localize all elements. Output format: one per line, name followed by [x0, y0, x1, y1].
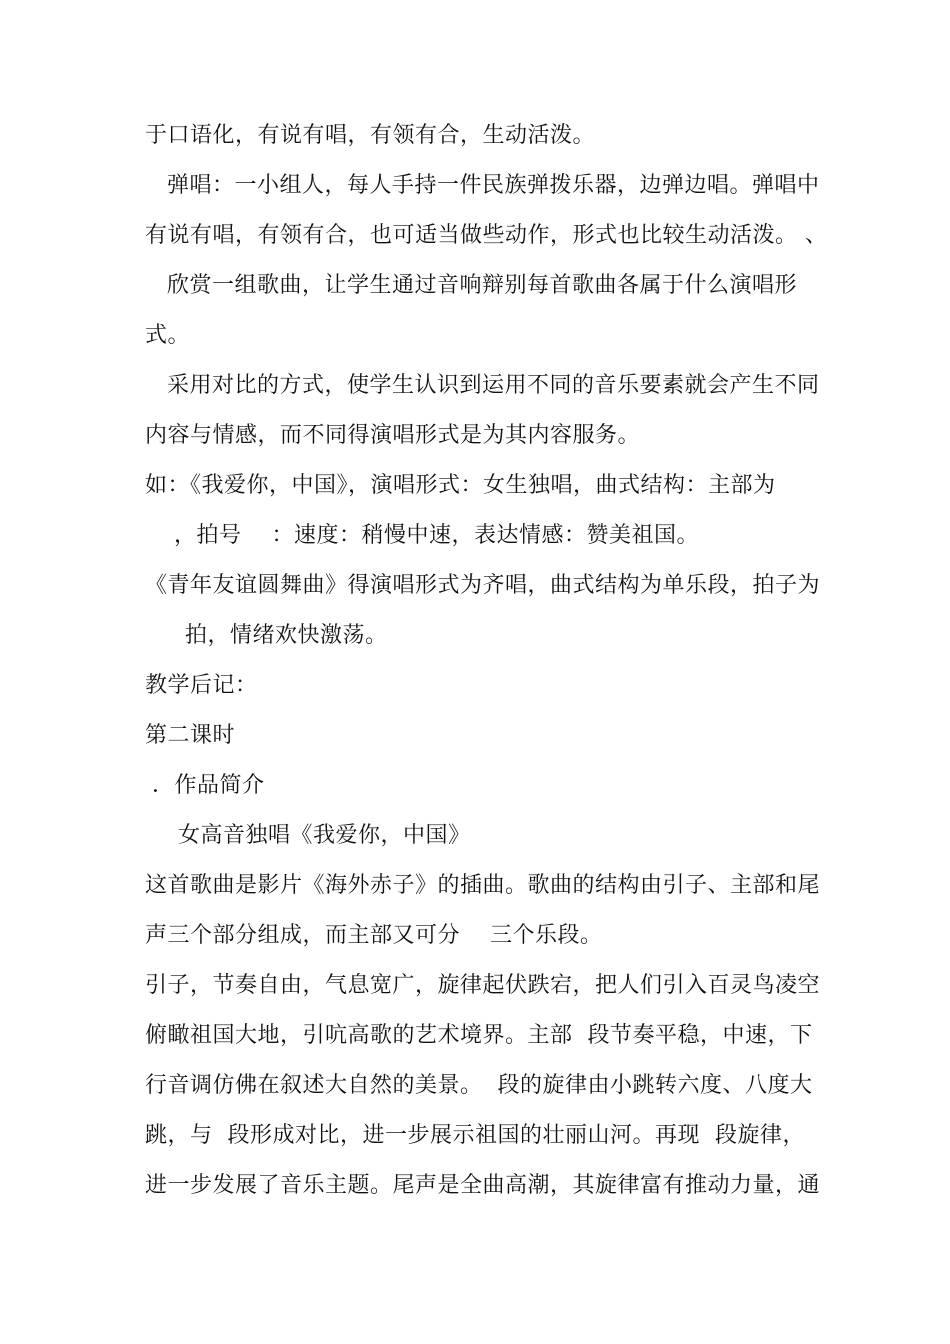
text-line: 式。 [145, 323, 191, 348]
text-line: 这首歌曲是影片《海外赤子》的插曲。歌曲的结构由引子、主部和尾 [145, 873, 821, 898]
text-line: ，拍号 ：速度：稍慢中速，表达情感：赞美祖国。 [174, 523, 699, 548]
text-line: 引子，节奏自由，气息宽广，旋律起伏跌宕，把人们引入百灵鸟凌空 [145, 973, 821, 998]
text-line: 内容与情感，而不同得演唱形式是为其内容服务。 [145, 423, 641, 448]
text-line: 跳，与 段形成对比，进一步展示祖国的壮丽山河。再现 段旋律， [145, 1123, 805, 1148]
text-line: 俯瞰祖国大地，引吭高歌的艺术境界。主部 段节奏平稳，中速，下 [145, 1023, 813, 1048]
text-line: 欣赏一组歌曲，让学生通过音响辩别每首歌曲各属于什么演唱形 [167, 273, 798, 298]
text-line: 有说有唱，有领有合，也可适当做些动作，形式也比较生动活泼。 、 [145, 223, 828, 248]
text-line: ．作品简介 [152, 773, 265, 798]
text-line: 拍，情绪欢快激荡。 [185, 623, 388, 648]
text-line: 第二课时 [145, 723, 236, 748]
text-line: 行音调仿佛在叙述大自然的美景。 段的旋律由小跳转六度、八度大 [145, 1073, 813, 1098]
text-line: 进一步发展了音乐主题。尾声是全曲高潮，其旋律富有推动力量，通 [145, 1173, 821, 1198]
text-line: 如：《我爱你，中国》，演唱形式：女生独唱，曲式结构：主部为 [145, 473, 776, 498]
text-line: 弹唱：一小组人，每人手持一件民族弹拨乐器，边弹边唱。弹唱中 [167, 173, 820, 198]
text-line: 声三个部分组成，而主部又可分 三个乐段。 [145, 923, 603, 948]
text-line: 《青年友谊圆舞曲》得演唱形式为齐唱，曲式结构为单乐段，拍子为 [145, 573, 821, 598]
text-line: 女高音独唱《我爱你，中国》 [178, 823, 471, 848]
text-line: 采用对比的方式，使学生认识到运用不同的音乐要素就会产生不同 [167, 373, 820, 398]
text-line: 教学后记： [145, 673, 258, 698]
text-line: 于口语化，有说有唱，有领有合，生动活泼。 [145, 123, 596, 148]
